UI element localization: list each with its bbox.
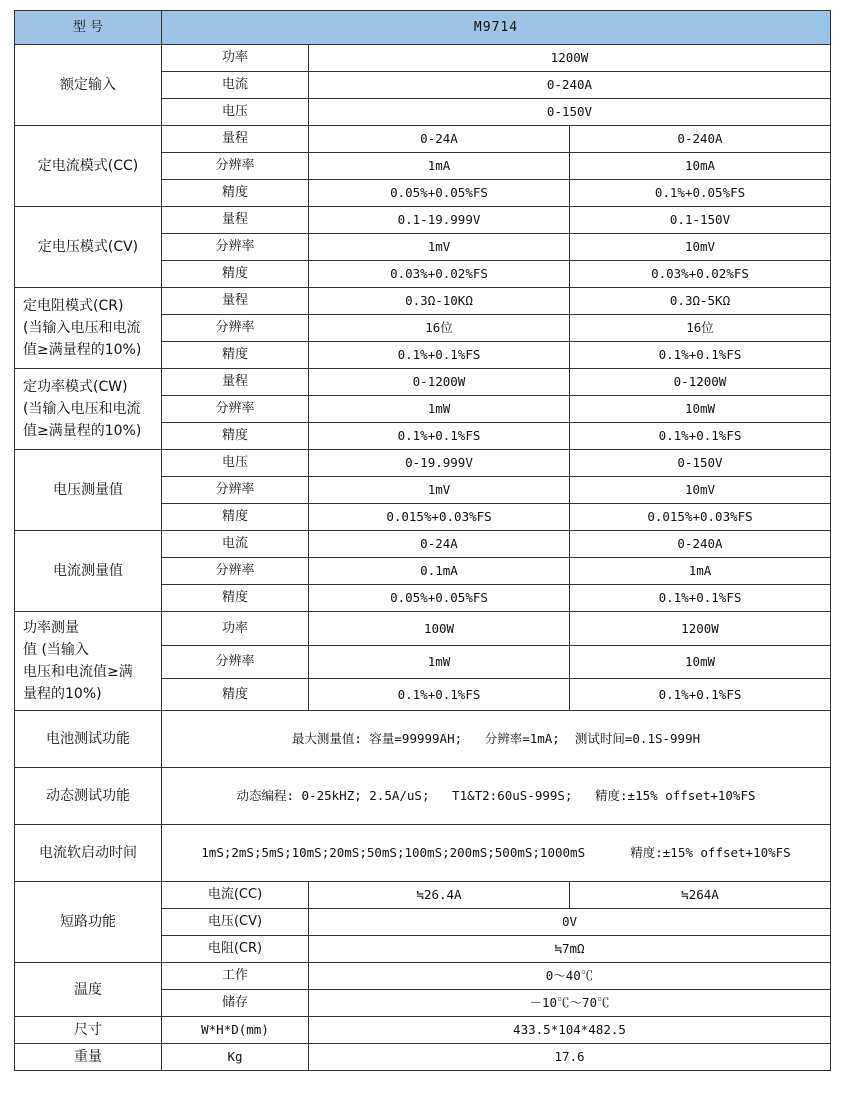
- group-note-line: 电压和电流值≥满: [23, 664, 133, 680]
- spec-table-body: [15, 11, 831, 1071]
- header-label: 型 号: [15, 11, 162, 45]
- range-low-value: 0.015%+0.03%FS: [309, 504, 570, 531]
- param-label: 精度: [162, 423, 309, 450]
- range-low-value: 1mV: [309, 234, 570, 261]
- group-note-line: (当输入电压和电流: [23, 320, 141, 336]
- range-low-value: 0.1mA: [309, 558, 570, 585]
- param-value: 433.5*104*482.5: [309, 1017, 831, 1044]
- param-label: 功率: [162, 612, 309, 646]
- group-label: 定电流模式(CC): [15, 126, 162, 207]
- group-label: 短路功能: [15, 882, 162, 963]
- temperature-row: [15, 963, 831, 990]
- param-label: 精度: [162, 585, 309, 612]
- range-low-value: 1mW: [309, 396, 570, 423]
- spec-table: [14, 10, 831, 1071]
- param-value: －10℃～70℃: [309, 990, 831, 1017]
- range-high-value: 0-240A: [570, 126, 831, 153]
- param-label: 量程: [162, 126, 309, 153]
- group-label: 重量: [15, 1044, 162, 1071]
- power-measure-row: [15, 612, 831, 646]
- size-row: [15, 1017, 831, 1044]
- param-label: 电压: [162, 99, 309, 126]
- group-label: [15, 612, 162, 711]
- range-low-value: 16位: [309, 315, 570, 342]
- group-label: [15, 288, 162, 369]
- param-value: 17.6: [309, 1044, 831, 1071]
- param-label: 精度: [162, 679, 309, 711]
- softstart-row: [15, 825, 831, 882]
- range-high-value: 1mA: [570, 558, 831, 585]
- range-low-value: 0.03%+0.02%FS: [309, 261, 570, 288]
- range-low-value: 0.1-19.999V: [309, 207, 570, 234]
- group-label: 额定输入: [15, 45, 162, 126]
- range-low-value: 0-24A: [309, 531, 570, 558]
- mode-row: [15, 126, 831, 153]
- range-high-value: 0.3Ω-5KΩ: [570, 288, 831, 315]
- param-value: 0-240A: [309, 72, 831, 99]
- param-label: 分辨率: [162, 558, 309, 585]
- param-label: 精度: [162, 504, 309, 531]
- range-low-value: 1mV: [309, 477, 570, 504]
- short-row: [15, 882, 831, 909]
- group-note-line: 量程的10%): [23, 686, 102, 702]
- range-high-value: 10mV: [570, 477, 831, 504]
- range-high-value: 0.1%+0.05%FS: [570, 180, 831, 207]
- range-low-value: 1mA: [309, 153, 570, 180]
- range-high-value: 10mW: [570, 396, 831, 423]
- param-label: 分辨率: [162, 646, 309, 679]
- range-low-value: 0.1%+0.1%FS: [309, 679, 570, 711]
- range-low-value: 0.1%+0.1%FS: [309, 342, 570, 369]
- range-low-value: 0-24A: [309, 126, 570, 153]
- param-label: 电流: [162, 72, 309, 99]
- range-high-value: 0.1%+0.1%FS: [570, 423, 831, 450]
- feature-text: 最大测量值: 容量=99999AH; 分辨率=1mA; 测试时间=0.1S-999H: [162, 711, 831, 768]
- group-note-line: 值≥满量程的10%): [23, 342, 142, 358]
- param-label: 分辨率: [162, 315, 309, 342]
- group-label: 电压测量值: [15, 450, 162, 531]
- range-high-value: 10mW: [570, 646, 831, 679]
- param-label: 电压(CV): [162, 909, 309, 936]
- param-label: 电流(CC): [162, 882, 309, 909]
- range-low-value: 0-19.999V: [309, 450, 570, 477]
- range-low-value: ≒26.4A: [309, 882, 570, 909]
- mode-row: [15, 207, 831, 234]
- param-label: 功率: [162, 45, 309, 72]
- param-value: 0V: [309, 909, 831, 936]
- feature-text: 1mS;2mS;5mS;10mS;20mS;50mS;100mS;200mS;500mS;1000mS 精度:±15% offset+10%FS: [162, 825, 831, 882]
- range-low-value: 0.05%+0.05%FS: [309, 585, 570, 612]
- range-high-value: 0.1%+0.1%FS: [570, 342, 831, 369]
- range-high-value: 0.1%+0.1%FS: [570, 679, 831, 711]
- group-label: 尺寸: [15, 1017, 162, 1044]
- param-label: 分辨率: [162, 477, 309, 504]
- param-value: 0～40℃: [309, 963, 831, 990]
- range-high-value: 1200W: [570, 612, 831, 646]
- param-label: 电阻(CR): [162, 936, 309, 963]
- param-label: 精度: [162, 261, 309, 288]
- param-label: 分辨率: [162, 153, 309, 180]
- group-label: [15, 369, 162, 450]
- param-label: 储存: [162, 990, 309, 1017]
- group-label: 温度: [15, 963, 162, 1017]
- rated-input-row: [15, 45, 831, 72]
- param-label: 工作: [162, 963, 309, 990]
- range-high-value: 0.1-150V: [570, 207, 831, 234]
- range-low-value: 100W: [309, 612, 570, 646]
- range-high-value: 0-1200W: [570, 369, 831, 396]
- param-value: ≒7mΩ: [309, 936, 831, 963]
- mode-row: [15, 288, 831, 315]
- group-label: 电流测量值: [15, 531, 162, 612]
- range-low-value: 0.1%+0.1%FS: [309, 423, 570, 450]
- range-high-value: 16位: [570, 315, 831, 342]
- group-label: 定电压模式(CV): [15, 207, 162, 288]
- range-high-value: 10mV: [570, 234, 831, 261]
- group-note-line: (当输入电压和电流: [23, 401, 141, 417]
- param-label: 量程: [162, 369, 309, 396]
- range-high-value: 0.03%+0.02%FS: [570, 261, 831, 288]
- param-label: 电压: [162, 450, 309, 477]
- range-low-value: 1mW: [309, 646, 570, 679]
- group-note-line: 值 (当输入: [23, 642, 89, 658]
- dynamic-row: [15, 768, 831, 825]
- group-note-line: 功率测量: [23, 620, 79, 636]
- param-label: 量程: [162, 207, 309, 234]
- range-low-value: 0.3Ω-10KΩ: [309, 288, 570, 315]
- header-model: M9714: [162, 11, 831, 45]
- range-high-value: 0.015%+0.03%FS: [570, 504, 831, 531]
- mode-row: [15, 369, 831, 396]
- param-label: 量程: [162, 288, 309, 315]
- range-low-value: 0.05%+0.05%FS: [309, 180, 570, 207]
- group-title: 定电阻模式(CR): [23, 298, 124, 314]
- param-label: 精度: [162, 342, 309, 369]
- group-title: 定功率模式(CW): [23, 379, 128, 395]
- mode-row: [15, 531, 831, 558]
- range-low-value: 0-1200W: [309, 369, 570, 396]
- group-label: 动态测试功能: [15, 768, 162, 825]
- param-label: 电流: [162, 531, 309, 558]
- group-label: 电流软启动时间: [15, 825, 162, 882]
- group-note-line: 值≥满量程的10%): [23, 423, 142, 439]
- range-high-value: 0.1%+0.1%FS: [570, 585, 831, 612]
- range-high-value: 10mA: [570, 153, 831, 180]
- param-label: W*H*D(mm): [162, 1017, 309, 1044]
- range-high-value: ≒264A: [570, 882, 831, 909]
- param-value: 1200W: [309, 45, 831, 72]
- param-value: 0-150V: [309, 99, 831, 126]
- param-label: 精度: [162, 180, 309, 207]
- mode-row: [15, 450, 831, 477]
- header-row: [15, 11, 831, 45]
- group-label: 电池测试功能: [15, 711, 162, 768]
- param-label: 分辨率: [162, 234, 309, 261]
- range-high-value: 0-240A: [570, 531, 831, 558]
- range-high-value: 0-150V: [570, 450, 831, 477]
- feature-text: 动态编程: 0-25kHZ; 2.5A/uS; T1&T2:60uS-999S; 精度:±15% offset+10%FS: [162, 768, 831, 825]
- battery-row: [15, 711, 831, 768]
- param-label: 分辨率: [162, 396, 309, 423]
- param-label: Kg: [162, 1044, 309, 1071]
- weight-row: [15, 1044, 831, 1071]
